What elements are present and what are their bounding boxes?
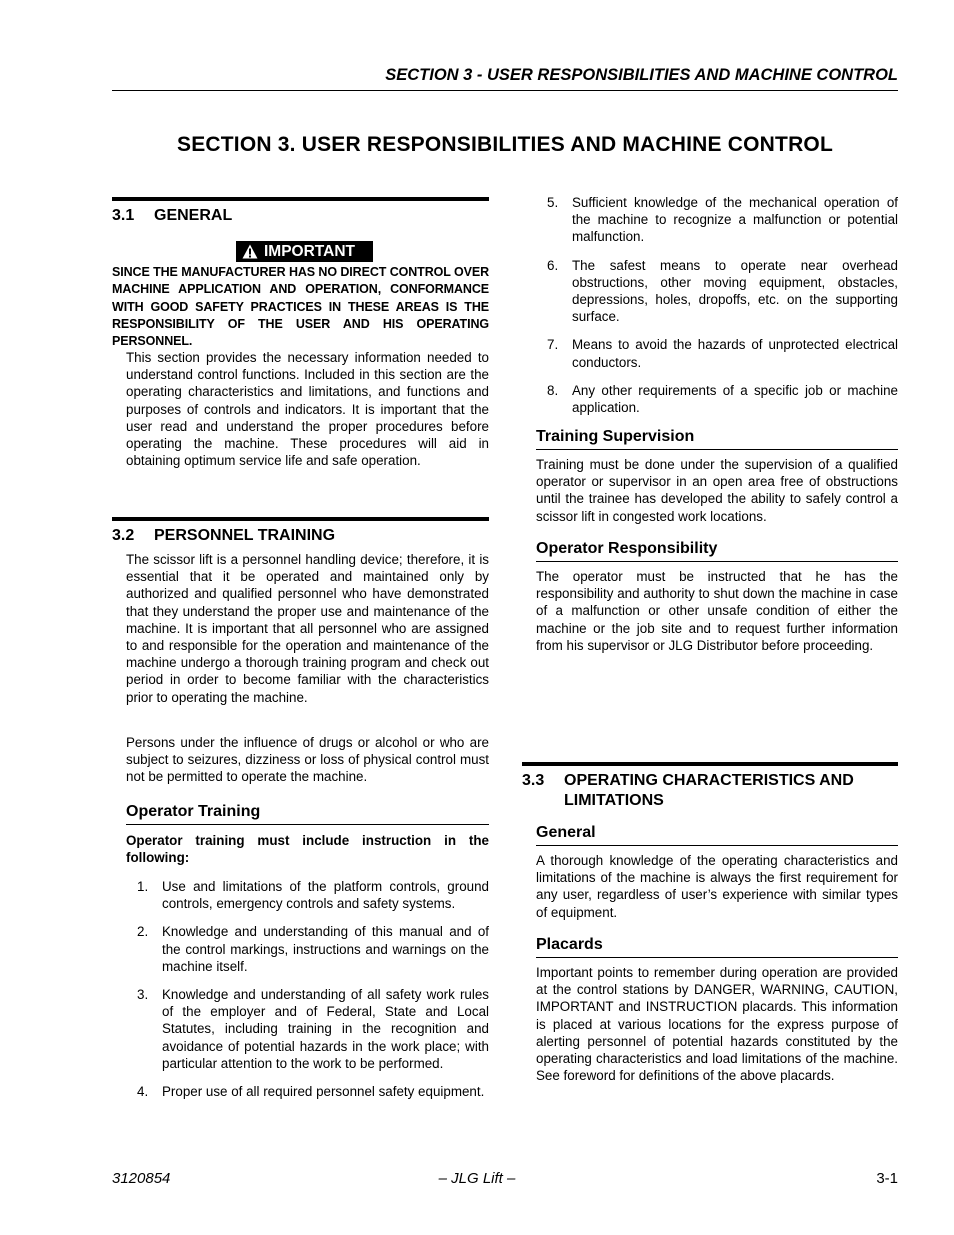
footer-doc-number: 3120854 [112,1170,171,1187]
section-number: 3.1 [112,207,135,224]
placards-heading: Placards [536,936,898,958]
list-item-number: 3. [137,987,149,1003]
important-badge [236,241,373,262]
footer-center-text: – JLG Lift – [438,1170,516,1187]
placards-paragraph: Important points to remember during operation are provided at the control stations by DANGER, WARNING, CAUTION, IMPORTANT and INSTRUCTION placards. This information is placed at various locations for the express purpose of alerting personnel of potential hazards constituted by the operating characteristics and load limitations of the machine. See foreword for definitions of the above placards. [536,965,898,1084]
general-subheading: General [536,824,898,846]
list-item-text: The safest means to operate near overhead obstructions, other moving equipment, obstacles, depressions, holes, dropoffs, etc. on the supporting surface. [572,257,898,325]
section-title: GENERAL [154,207,233,224]
list-item [126,986,489,1072]
list-item [126,923,489,975]
section-3-1-heading [112,197,489,226]
operator-training-intro: Operator training must include instruction in the following: [126,833,489,866]
training-supervision-paragraph: Training must be done under the supervision of a qualified operator or supervisor in an open area free of obstructions until the trainee has developed the ability to safely control a scissor lift in congested work locations. [536,457,898,524]
general-paragraph: This section provides the necessary information needed to understand control functions. Included in this section are the operating characteristics and limitations, and functions and purposes of controls and indicators. It is important that the user read and understand the proper procedures before operating the machine. These procedures will aid in obtaining optimum service life and safe operation. [126,350,489,469]
impairment-paragraph: Persons under the influence of drugs or alcohol or who are subject to seizures, dizziness or loss of physical control must not be permitted to operate the machine. [126,735,489,785]
list-item [536,336,898,370]
important-label: IMPORTANT [264,243,355,260]
list-item-text: Knowledge and understanding of this manual and of the control markings, instructions and warnings on the machine itself. [162,924,489,974]
personnel-training-paragraph: The scissor lift is a personnel handling device; therefore, it is essential that it be operated and maintained only by authorized and qualified personnel who have demonstrated that they understand the proper use and maintenance of the machine. It is important that all personnel who are assigned to and responsible for the operation and maintenance of the machine undergo a thorough training program and check out period in order to become familiar with the characteristics prior to operating the machine. [126,552,489,705]
list-item [126,1083,489,1100]
training-supervision-heading: Training Supervision [536,428,898,450]
list-item [536,257,898,326]
running-header [112,64,898,91]
page-title: SECTION 3. USER RESPONSIBILITIES AND MACHINE CONTROL [176,133,833,156]
section-number: 3.3 [522,772,545,789]
operator-responsibility-heading: Operator Responsibility [536,540,898,562]
list-item-text: Any other requirements of a specific job or machine application. [572,382,898,416]
footer-page-number: 3-1 [876,1170,898,1187]
list-item [536,194,898,246]
section-number: 3.2 [112,527,135,544]
list-item-text: Knowledge and understanding of all safety work rules of the employer and of Federal, State and Local Statutes, including training in the recognition and avoidance of potential hazards in the work place; with particular attention to the work to be performed. [162,987,489,1071]
running-header-text: SECTION 3 - USER RESPONSIBILITIES AND MACHINE CONTROL [385,66,898,84]
list-item [536,382,898,416]
warning-triangle-icon [242,244,258,259]
operator-responsibility-paragraph: The operator must be instructed that he has the responsibility and authority to shut down the machine in case of a malfunction or other unsafe condition of either the machine or the job site and to request further information from his supervisor or JLG Distributor before proceeding. [536,569,898,653]
list-item-number: 2. [137,924,149,940]
list-item-number: 5. [547,195,559,210]
list-item [126,878,489,912]
list-item-number: 7. [547,337,559,353]
list-item-text: Means to avoid the hazards of unprotected electrical conductors. [572,337,898,370]
section-3-2-heading [112,517,489,546]
important-notice-text: SINCE THE MANUFACTURER HAS NO DIRECT CONTROL OVER MACHINE APPLICATION AND OPERATION, CONFORMANCE WITH GOOD SAFETY PRACTICES IN THESE AREAS IS THE RESPONSIBILITY OF THE USER AND HIS OPERATING PERSONNEL. [112,265,489,349]
operator-training-list-left [126,878,489,1111]
list-item-text: Use and limitations of the platform controls, ground controls, emergency controls and safety systems. [162,879,489,912]
list-item-number: 4. [137,1084,149,1100]
section-3-3-heading [522,762,898,811]
section-title-line-1: OPERATING CHARACTERISTICS AND [564,772,854,789]
list-item-number: 1. [137,879,149,894]
list-item-number: 6. [547,257,559,273]
list-item-text: Proper use of all required personnel safety equipment. [162,1084,485,1100]
operator-training-list-right [536,194,898,427]
list-item-number: 8. [547,382,559,398]
general-subsection-paragraph: A thorough knowledge of the operating characteristics and limitations of the machine is always the first requirement for any user, regardless of user’s experience with similar types of equipment. [536,853,898,920]
section-title-line-2: LIMITATIONS [564,792,664,809]
list-item-text: Sufficient knowledge of the mechanical operation of the machine to recognize a malfunction or potential malfunction. [572,195,898,245]
operator-training-heading: Operator Training [126,803,489,825]
section-title: PERSONNEL TRAINING [154,527,336,544]
